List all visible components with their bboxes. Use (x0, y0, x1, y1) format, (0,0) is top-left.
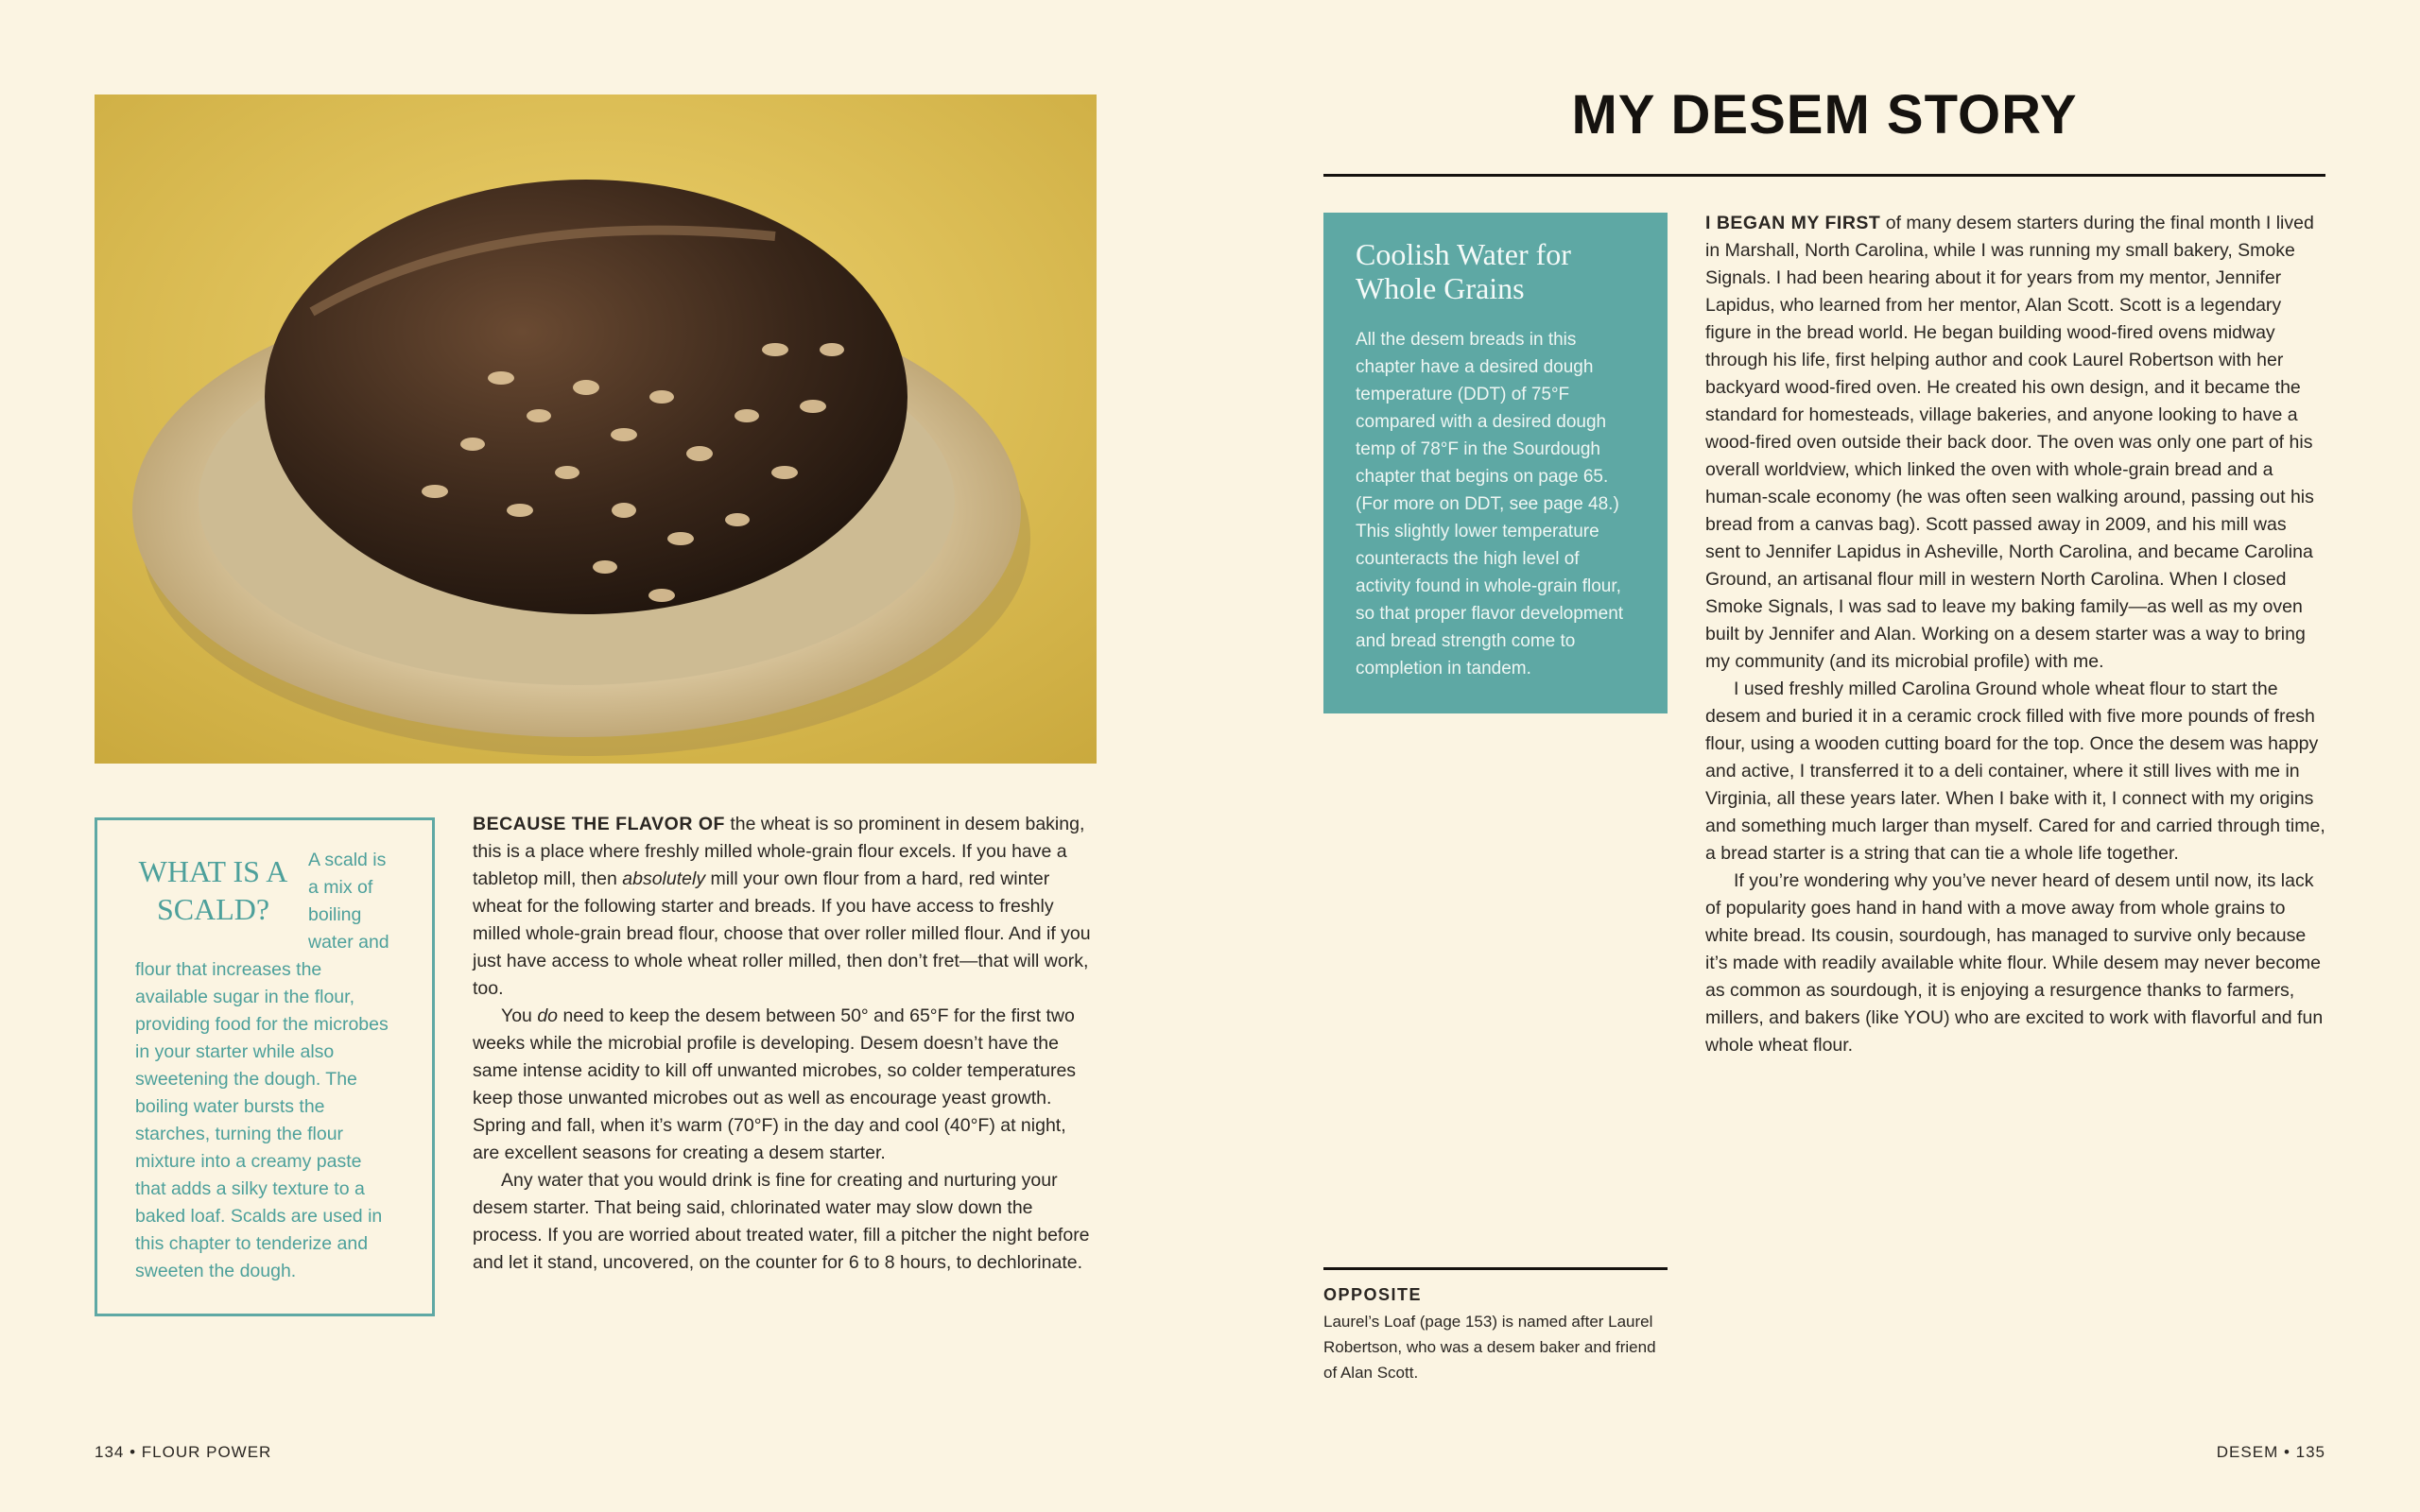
right-lead-in: I BEGAN MY FIRST (1705, 213, 1881, 233)
bread-photo (95, 94, 1097, 764)
left-paragraph-1 (473, 811, 1097, 1003)
caption-text: Laurel’s Loaf (page 153) is named after Laurel Robertson, who was a desem baker and friend of Alan Scott. (1323, 1313, 1656, 1382)
scald-sidebar (95, 817, 435, 1316)
caption-rule (1323, 1267, 1668, 1270)
scald-title: WHAT IS A SCALD? (138, 854, 288, 926)
sidebar-text: All the desem breads in this chapter have a desired dough temperature (DDT) of 75°F compared with a desired dough temp of 78°F in the Sourdough chapter that begins on page 65. (For more on DDT, see page 48.) This slightly lower temperature counteracts the high level of activity found in whole-grain flour, so that proper flavor development and bread strength come to completion in tandem. (1356, 330, 1624, 679)
left-paragraph-3: Any water that you would drink is fine for creating and nurturing your desem starter. That being said, chlorinated water may slow down the process. If you are worried about treated water, fill a pitcher the night before and let it stand, uncovered, on the counter for 6 to 8 hours, to dechlorinate. (473, 1170, 1090, 1273)
left-p2-text-b: need to keep the desem between 50° and 65°F for the first two weeks while the microbial profile is developing. Desem doesn’t have the same intense acidity to kill off unwanted microbes, so colder temperatures keep those unwanted microbes out as well as encourage yeast growth. Spring and fall, when it’s warm (70°F) in the day and cool (40°F) at night, are excellent seasons for creating a desem starter. (473, 1005, 1077, 1163)
left-body-text (473, 811, 1097, 1277)
left-lead-in: BECAUSE THE FLAVOR OF (473, 814, 725, 834)
right-p1-text: of many desem starters during the final month I lived in Marshall, North Carolina, while I was running my small bakery, Smoke Signals. I had been hearing about it for years from my mentor, Jennifer Lapidus, who learned from her mentor, Alan Scott. Scott is a legendary figure in the bread world. He began building wood-fired ovens midway through his life, first helping author and cook Laurel Robertson with her backyard wood-fired oven. He created his own design, and it became the standard for homesteads, village bakeries, and anyone looking to have a wood-fired oven outside their back door. The oven was only one part of his overall worldview, which linked the oven with whole-grain bread and a human-scale economy (he was often seen walking around, passing out his bread from a canvas bag). Scott passed away in 2009, and his mill was sent to Jennifer Lapidus in Asheville, North Carolina, and became Carolina Ground, an artisanal flour mill in western North Carolina. When I closed Smoke Signals, I was sad to leave my baking family—as well as my oven built by Jennifer and Alan. Working on a desem starter was a way to bring my community (and its microbial profile) with me. (1705, 213, 2314, 672)
title-rule (1323, 174, 2325, 177)
footer-right: DESEM • 135 (2216, 1443, 2325, 1461)
right-paragraph-3: If you’re wondering why you’ve never heard of desem until now, its lack of popularity goes hand in hand with a move away from whole grains to white bread. Its cousin, sourdough, has managed to survive only because it’s made with readily available white flour. While desem may never become as common as sourdough, it is enjoying a resurgence thanks to farmers, millers, and bakers (like YOU) who are excited to work with flavorful and fun whole wheat flour. (1705, 870, 2324, 1056)
scald-text: A scald is a mix of boiling water and flour that increases the available sugar in the flour, providing food for the microbes in your starter while also sweetening the dough. The boiling water bursts the starches, turning the flour mixture into a creamy paste that adds a silky texture to a baked loaf. Scalds are used in this chapter to tenderize and sweeten the dough. (135, 850, 389, 1281)
bread-loaf-image (95, 94, 1097, 764)
left-p2-text-a: You (501, 1005, 538, 1026)
sidebar-title: Coolish Water for Whole Grains (1356, 237, 1571, 305)
left-p1-text-a: the wheat is so prominent in desem baking, this is a place where freshly milled whole-grain flour excels. If you have a tabletop mill, then (473, 814, 1085, 889)
right-body-text (1705, 210, 2325, 1059)
caption-label: OPPOSITE (1323, 1285, 1423, 1304)
footer-left: 134 • FLOUR POWER (95, 1443, 272, 1461)
right-paragraph-2: I used freshly milled Carolina Ground whole wheat flour to start the desem and buried it in a ceramic crock filled with five more pounds of fresh flour, using a wooden cutting board for the top. Once the desem was happy and active, I transferred it to a deli container, where it still lives with me in Virginia, all these years later. When I bake with it, I connect with my origins and something much larger than myself. Cared for and carried through time, a bread starter is a string that can tie a whole life together. (1705, 679, 2325, 864)
left-p2-emphasis: do (537, 1005, 559, 1026)
left-p1-text-b: mill your own flour from a hard, red winter wheat for the following starter and breads. If you have access to freshly milled whole-grain bread flour, choose that over roller milled flour. And if you just have access to whole wheat roller milled, then don’t fret—that will work, too. (473, 868, 1091, 999)
page-title: MY DESEM STORY (1571, 84, 2078, 146)
teal-sidebar (1323, 213, 1668, 713)
right-paragraph-1 (1705, 210, 2325, 676)
left-paragraph-2 (473, 1003, 1097, 1167)
left-p1-emphasis: absolutely (622, 868, 706, 889)
